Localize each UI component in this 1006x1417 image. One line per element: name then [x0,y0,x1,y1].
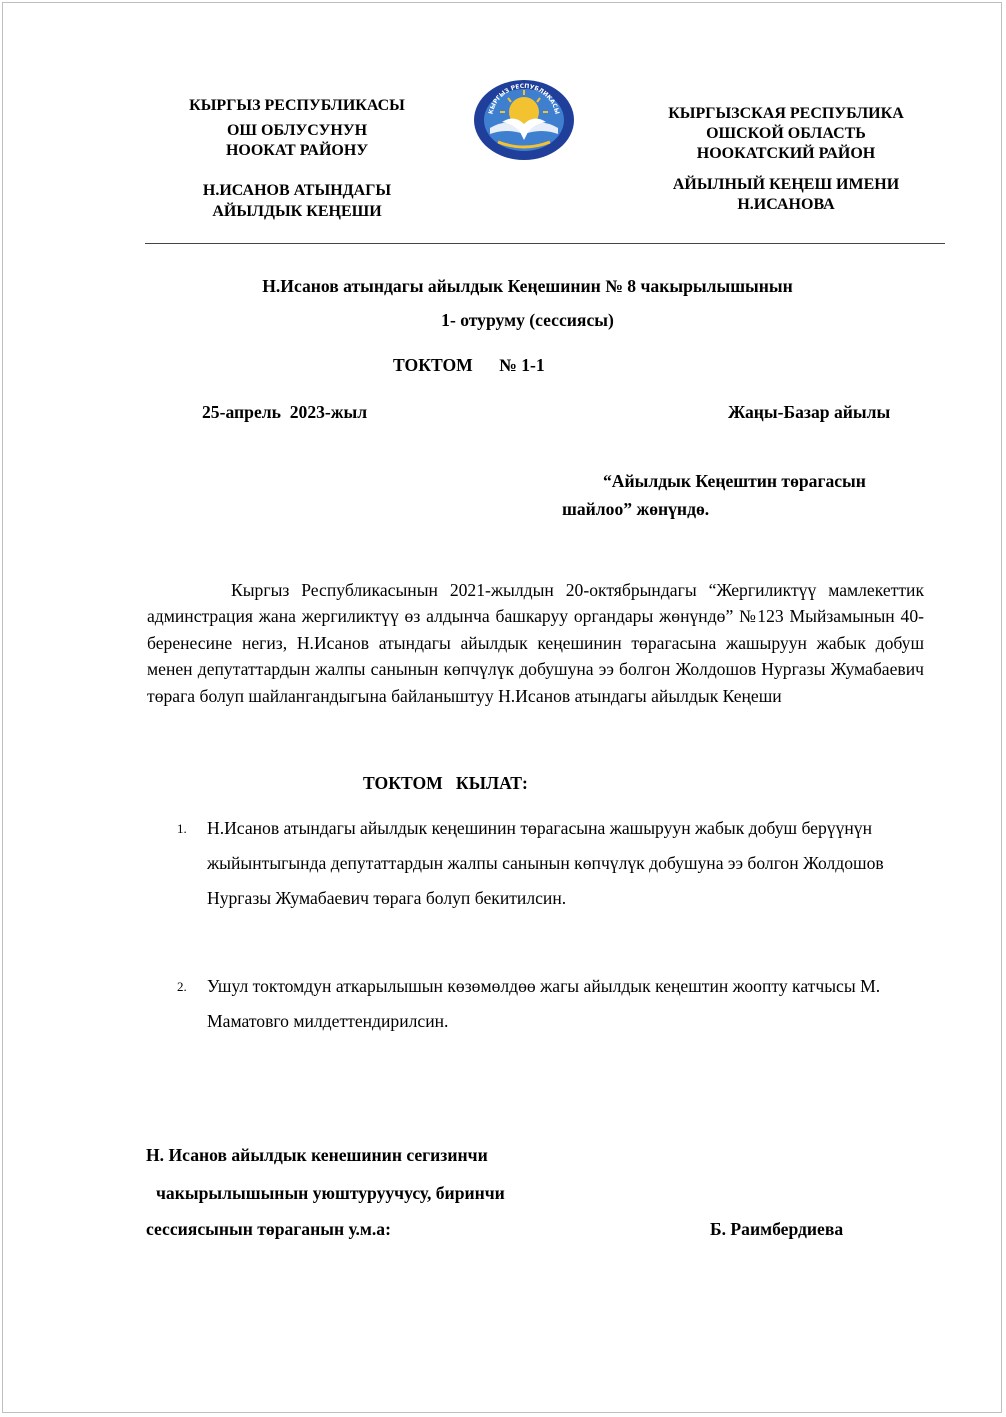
header-left-line1: КЫРГЫЗ РЕСПУБЛИКАСЫ [189,97,405,114]
svg-text:КЫРГЫЗ РЕСПУБЛИКАСЫ: КЫРГЫЗ РЕСПУБЛИКАСЫ [487,82,561,116]
signatory-name: Б. Раимбердиева [710,1219,844,1239]
signature-line1: Н. Исанов айылдык кенешинин сегизинчи [146,1145,488,1165]
signature-line3: сессиясынын төраганын у.м.а: [146,1219,391,1239]
session-subtitle: 1- отуруму (сессиясы) [441,310,614,330]
header-right-line3: НООКАТСКИЙ РАЙОН [696,145,876,162]
item-number: 2. [177,979,187,994]
header-left-line3: НООКАТ РАЙОНУ [225,142,369,159]
header-left-line5: АЙЫЛДЫК КЕҢЕШИ [212,203,382,220]
decree-date: 25-апрель 2023-жыл [202,402,368,422]
subject-line2: шайлоо” жөнүндө. [562,499,710,519]
resolution-item: Ушул токтомдун аткарылышын көзөмөлдөө жагы айылдык кеңештин жоопту катчысы М. Маматовго милдеттендирилсин. [207,976,881,1031]
state-emblem-icon [472,78,576,162]
resolution-heading: ТОКТОМ КЫЛАТ: [363,773,528,793]
header-left-line4: Н.ИСАНОВ АТЫНДАГЫ [202,182,392,199]
header-right-line4: АЙЫЛНЫЙ КЕҢЕШ ИМЕНИ [672,176,900,193]
subject-line1: “Айылдык Кеңештин төрагасын [603,471,866,491]
decree-place: Жаңы-Базар айылы [728,402,891,422]
header-right-line5: Н.ИСАНОВА [737,196,835,213]
decree-number: ТОКТОМ № 1-1 [393,355,545,375]
header-right-line2: ОШСКОЙ ОБЛАСТЬ [706,125,866,142]
session-title: Н.Исанов атындагы айылдык Кеңешинин № 8 чакырылышынын [262,276,793,296]
header-divider [145,243,945,244]
signature-line2: чакырылышынын уюштуруучусу, биринчи [156,1183,505,1203]
preamble-paragraph: Кыргыз Республикасынын 2021-жылдын 20-октябрындагы “Жергиликтүү мамлекеттик админстрация жана жергиликтүү өз алдынча башкаруу органдары жөнүндө” №123 Мыйзамынын 40-беренесине негиз, Н.Исанов атындагы айылдык кеңешинин төрагасына жашыруун жабык добуш менен депутаттардын жалпы санынын көпчүлүк добушуна ээ болгон Жолдошов Нургазы Жумабаевич төрага болуп шайлангандыгына байланыштуу Н.Исанов атындагы айылдык Кеңеши [147,580,924,706]
item-number: 1. [177,821,187,836]
header-right-line1: КЫРГЫЗСКАЯ РЕСПУБЛИКА [668,105,904,122]
header-left-line2: ОШ ОБЛУСУНУН [226,122,368,139]
resolution-item: Н.Исанов атындагы айылдык кеңешинин төрагасына жашыруун жабык добуш берүүнүн жыйынтыгында депутаттардын жалпы санынын көпчүлүк добушуна ээ болгон Жолдошов Нургазы Жумабаевич төрага болуп бекитилсин. [207,818,884,908]
